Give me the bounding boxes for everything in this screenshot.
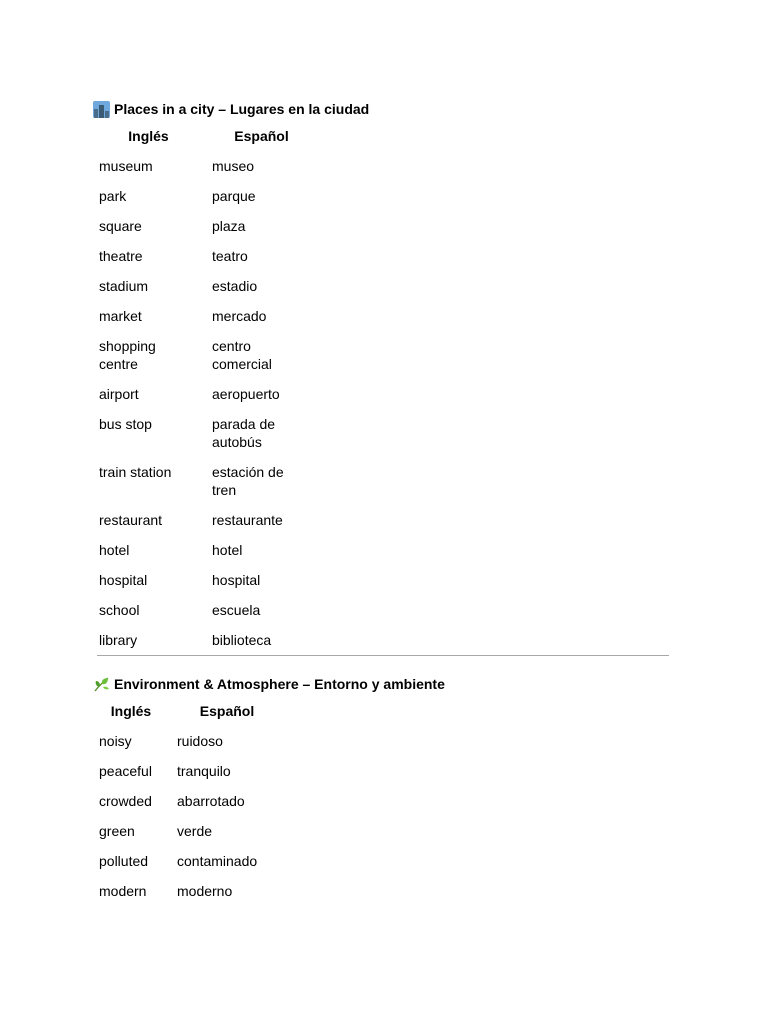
places-vocabulary-table xyxy=(92,121,318,655)
table-row xyxy=(92,816,284,846)
table-row xyxy=(92,876,284,906)
spanish-term-cell: tranquilo xyxy=(177,763,231,779)
spanish-term-cell: escuela xyxy=(212,602,261,618)
english-term-cell: restaurant xyxy=(99,512,163,528)
spanish-term-cell: ruidoso xyxy=(177,733,223,749)
english-term-cell: peaceful xyxy=(99,763,152,779)
english-term-cell: crowded xyxy=(99,793,152,809)
english-term-cell: square xyxy=(99,218,142,234)
table-row xyxy=(92,301,318,331)
spanish-term-cell: contaminado xyxy=(177,853,258,869)
english-term-cell: train station xyxy=(99,464,172,480)
english-term-cell: hospital xyxy=(99,572,148,588)
english-term-cell: airport xyxy=(99,386,139,402)
table-row xyxy=(92,211,318,241)
table-row xyxy=(92,379,318,409)
table-row xyxy=(92,241,318,271)
table-row xyxy=(92,271,318,301)
english-term-cell: hotel xyxy=(99,542,130,558)
spanish-term-cell: moderno xyxy=(177,883,233,899)
english-term-cell: museum xyxy=(99,158,153,174)
english-term-cell: theatre xyxy=(99,248,143,264)
table-header-row xyxy=(92,121,318,151)
spanish-term-cell: centro comercial xyxy=(212,338,272,372)
column-header-english: Inglés xyxy=(128,128,169,144)
spanish-term-cell: abarrotado xyxy=(177,793,245,809)
english-term-cell: polluted xyxy=(99,853,149,869)
table-row xyxy=(92,756,284,786)
english-term-cell: modern xyxy=(99,883,147,899)
table-row xyxy=(92,457,318,505)
spanish-term-cell: teatro xyxy=(212,248,248,264)
english-term-cell: shopping centre xyxy=(99,338,156,372)
spanish-term-cell: plaza xyxy=(212,218,246,234)
table-row xyxy=(92,846,284,876)
spanish-term-cell: hospital xyxy=(212,572,261,588)
spanish-term-cell: mercado xyxy=(212,308,267,324)
table-row xyxy=(92,595,318,625)
table-row xyxy=(92,726,284,756)
table-row xyxy=(92,505,318,535)
section-title-text: Places in a city – Lugares en la ciudad xyxy=(114,101,370,117)
english-term-cell: market xyxy=(99,308,142,324)
spanish-term-cell: verde xyxy=(177,823,213,839)
section-title-text: Environment & Atmosphere – Entorno y ambiente xyxy=(114,676,445,692)
environment-vocabulary-table xyxy=(92,696,284,906)
spanish-term-cell: estadio xyxy=(212,278,258,294)
table-row xyxy=(92,409,318,457)
table-row xyxy=(92,535,318,565)
english-term-cell: green xyxy=(99,823,135,839)
spanish-term-cell: hotel xyxy=(212,542,243,558)
spanish-term-cell: restaurante xyxy=(212,512,283,528)
column-header-spanish: Español xyxy=(234,128,289,144)
section-title-places xyxy=(93,100,369,118)
english-term-cell: noisy xyxy=(99,733,132,749)
english-term-cell: library xyxy=(99,632,138,648)
cityscape-icon xyxy=(93,101,110,118)
table-row xyxy=(92,151,318,181)
table-row xyxy=(92,331,318,379)
english-term-cell: stadium xyxy=(99,278,149,294)
spanish-term-cell: estación de tren xyxy=(212,464,284,498)
english-term-cell: school xyxy=(99,602,140,618)
column-header-english: Inglés xyxy=(110,703,152,719)
section-title-environment xyxy=(93,675,445,693)
column-header-spanish: Español xyxy=(199,703,255,719)
spanish-term-cell: parque xyxy=(212,188,256,204)
section-divider xyxy=(97,655,669,656)
spanish-term-cell: museo xyxy=(212,158,255,174)
table-row xyxy=(92,565,318,595)
spanish-term-cell: biblioteca xyxy=(212,632,272,648)
english-term-cell: bus stop xyxy=(99,416,152,432)
spanish-term-cell: aeropuerto xyxy=(212,386,280,402)
table-header-row xyxy=(92,696,284,726)
table-row xyxy=(92,786,284,816)
english-term-cell: park xyxy=(99,188,127,204)
herb-leaf-icon xyxy=(93,676,110,693)
table-row xyxy=(92,181,318,211)
spanish-term-cell: parada de autobús xyxy=(212,416,276,450)
table-row xyxy=(92,625,318,655)
